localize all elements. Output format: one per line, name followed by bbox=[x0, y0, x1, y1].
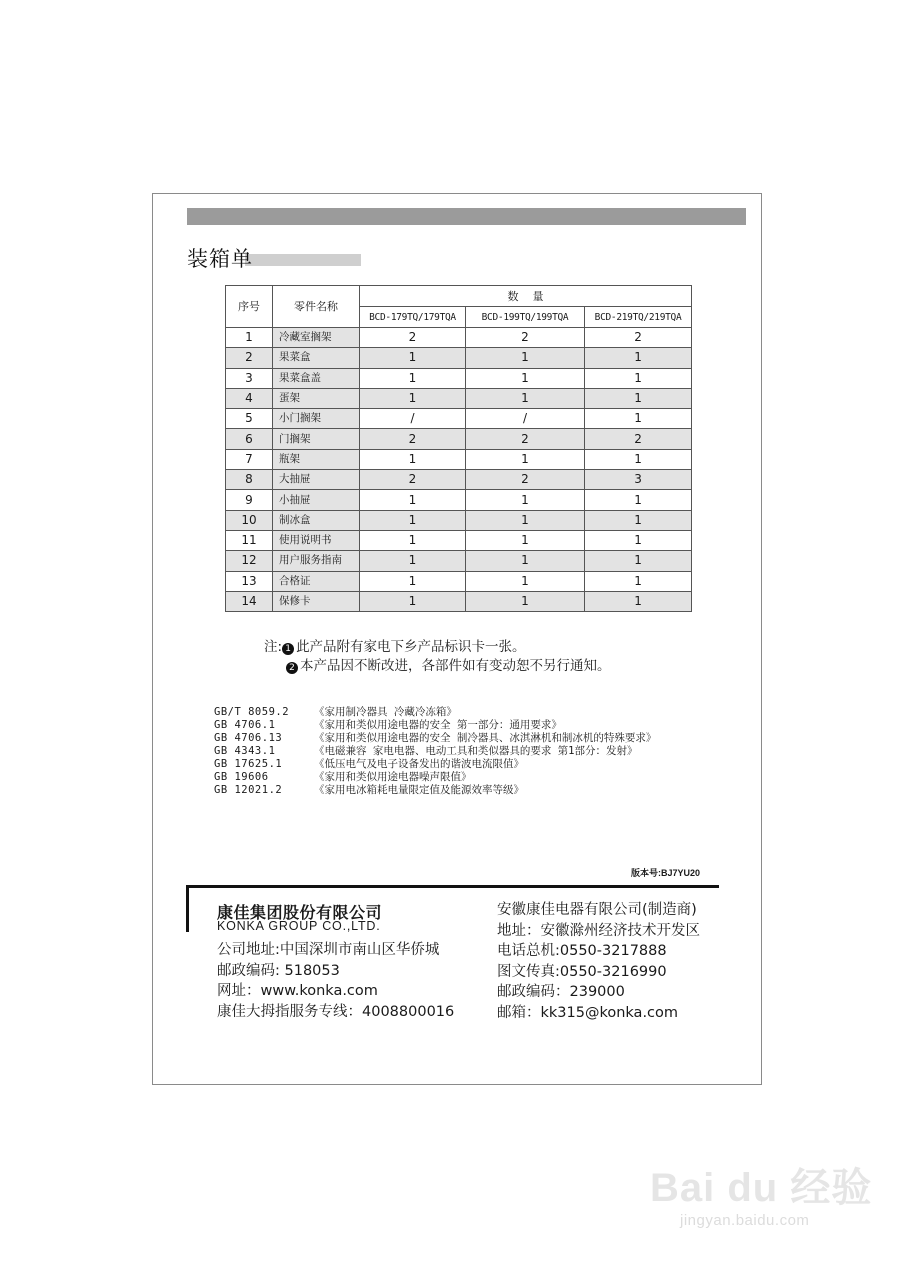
standard-description: 《家用电冰箱耗电量限定值及能源效率等级》 bbox=[314, 784, 524, 796]
qty-model-3: 1 bbox=[585, 530, 692, 550]
note-text-1: 此产品附有家电下乡产品标识卡一张。 bbox=[296, 639, 526, 655]
manufacturer-phone: 电话总机:0550-3217888 bbox=[497, 943, 667, 959]
part-name: 小抽屉 bbox=[273, 490, 360, 510]
qty-model-2: 1 bbox=[466, 551, 585, 571]
qty-model-3: 1 bbox=[585, 490, 692, 510]
standard-item bbox=[214, 706, 656, 719]
qty-model-3: 1 bbox=[585, 551, 692, 571]
standard-item bbox=[214, 745, 656, 758]
notes-block bbox=[264, 638, 611, 676]
title-underline-bar bbox=[245, 254, 361, 266]
standard-description: 《家用制冷器具 冷藏冷冻箱》 bbox=[314, 706, 457, 718]
part-name: 用户服务指南 bbox=[273, 551, 360, 571]
part-name: 大抽屉 bbox=[273, 470, 360, 490]
standard-code: GB 4706.13 bbox=[214, 732, 283, 744]
qty-model-2: / bbox=[466, 409, 585, 429]
part-name: 果菜盒 bbox=[273, 348, 360, 368]
header-model-3: BCD-219TQ/219TQA bbox=[585, 307, 692, 328]
standard-description: 《家用和类似用途电器噪声限值》 bbox=[314, 771, 472, 783]
footer-corner-line bbox=[186, 885, 189, 932]
qty-model-2: 1 bbox=[466, 510, 585, 530]
table-row bbox=[226, 429, 692, 449]
standard-description: 《电磁兼容 家电电器、电动工具和类似器具的要求 第1部分：发射》 bbox=[314, 745, 638, 757]
qty-model-2: 1 bbox=[466, 348, 585, 368]
part-name: 保修卡 bbox=[273, 591, 360, 611]
row-number: 13 bbox=[226, 571, 273, 591]
qty-model-1: 1 bbox=[360, 591, 466, 611]
note-line-2 bbox=[264, 657, 611, 676]
notes-prefix: 注: bbox=[264, 639, 283, 655]
standard-item bbox=[214, 771, 656, 784]
header-model-2: BCD-199TQ/199TQA bbox=[466, 307, 585, 328]
standards-list bbox=[214, 706, 656, 797]
part-name: 小门搁架 bbox=[273, 409, 360, 429]
part-name: 制冰盒 bbox=[273, 510, 360, 530]
qty-model-1: 1 bbox=[360, 510, 466, 530]
manufacturer-address: 地址：安徽滁州经济技术开发区 bbox=[497, 922, 700, 939]
note-bullet-2: 2 bbox=[286, 662, 298, 674]
qty-model-1: 2 bbox=[360, 470, 466, 490]
qty-model-2: 1 bbox=[466, 591, 585, 611]
manufacturer-fax: 图文传真:0550-3216990 bbox=[497, 963, 667, 980]
standard-code: GB/T 8059.2 bbox=[214, 706, 290, 718]
footer-divider bbox=[186, 885, 719, 888]
row-number: 10 bbox=[226, 510, 273, 530]
qty-model-1: 1 bbox=[360, 571, 466, 591]
qty-model-2: 2 bbox=[466, 470, 585, 490]
part-name: 冷藏室搁架 bbox=[273, 328, 360, 348]
table-row bbox=[226, 328, 692, 348]
table-row bbox=[226, 510, 692, 530]
row-number: 3 bbox=[226, 368, 273, 388]
qty-model-2: 1 bbox=[466, 388, 585, 408]
row-number: 11 bbox=[226, 530, 273, 550]
qty-model-1: 1 bbox=[360, 490, 466, 510]
website: 网址：www.konka.com bbox=[217, 983, 378, 999]
table-row bbox=[226, 571, 692, 591]
part-name: 果菜盒盖 bbox=[273, 368, 360, 388]
company-name-en: KONKA GROUP CO.,LTD. bbox=[217, 919, 381, 933]
standard-code: GB 12021.2 bbox=[214, 784, 283, 796]
part-name: 门搁架 bbox=[273, 429, 360, 449]
hq-postcode: 邮政编码: 518053 bbox=[217, 962, 340, 979]
qty-model-1: 1 bbox=[360, 551, 466, 571]
row-number: 8 bbox=[226, 470, 273, 490]
service-hotline: 康佳大拇指服务专线：4008800016 bbox=[217, 1003, 455, 1020]
table-row bbox=[226, 368, 692, 388]
watermark-url: jingyan.baidu.com bbox=[680, 1212, 810, 1229]
table-row bbox=[226, 348, 692, 368]
table-row bbox=[226, 470, 692, 490]
qty-model-1: 1 bbox=[360, 388, 466, 408]
qty-model-2: 1 bbox=[466, 368, 585, 388]
part-name: 合格证 bbox=[273, 571, 360, 591]
qty-model-3: 3 bbox=[585, 470, 692, 490]
part-name: 瓶架 bbox=[273, 449, 360, 469]
manufacturer-postcode: 邮政编码：239000 bbox=[497, 984, 625, 1000]
qty-model-1: / bbox=[360, 409, 466, 429]
qty-model-3: 1 bbox=[585, 591, 692, 611]
qty-model-2: 2 bbox=[466, 429, 585, 449]
row-number: 5 bbox=[226, 409, 273, 429]
standard-code: GB 4343.1 bbox=[214, 745, 276, 757]
table-row bbox=[226, 409, 692, 429]
header-quantity: 数量 bbox=[360, 286, 692, 307]
note-text-2: 本产品因不断改进，各部件如有变动恕不另行通知。 bbox=[300, 658, 611, 674]
manufacturer-email: 邮箱：kk315@konka.com bbox=[497, 1004, 679, 1021]
part-name: 蛋架 bbox=[273, 388, 360, 408]
standard-code: GB 19606 bbox=[214, 771, 269, 783]
qty-model-2: 1 bbox=[466, 571, 585, 591]
packing-list-table bbox=[225, 285, 692, 612]
row-number: 14 bbox=[226, 591, 273, 611]
standard-description: 《家用和类似用途电器的安全 制冷器具、冰淇淋机和制冰机的特殊要求》 bbox=[314, 732, 657, 744]
row-number: 4 bbox=[226, 388, 273, 408]
table-row bbox=[226, 449, 692, 469]
qty-model-3: 1 bbox=[585, 348, 692, 368]
standard-code: GB 17625.1 bbox=[214, 758, 283, 770]
header-no: 序号 bbox=[226, 286, 273, 328]
header-bar bbox=[187, 208, 746, 225]
standard-item bbox=[214, 732, 656, 745]
standard-description: 《家用和类似用途电器的安全 第一部分：通用要求》 bbox=[314, 719, 562, 731]
company-contact-left bbox=[217, 940, 454, 1022]
row-number: 6 bbox=[226, 429, 273, 449]
standard-item bbox=[214, 784, 656, 797]
qty-model-1: 2 bbox=[360, 429, 466, 449]
standard-item bbox=[214, 758, 656, 771]
hq-address: 公司地址:中国深圳市南山区华侨城 bbox=[217, 942, 440, 958]
qty-model-2: 2 bbox=[466, 328, 585, 348]
manufacturer-name: 安徽康佳电器有限公司(制造商) bbox=[497, 902, 697, 918]
qty-model-2: 1 bbox=[466, 449, 585, 469]
baidu-jingyan-watermark bbox=[650, 1150, 880, 1250]
version-number: 版本号:BJ7YU20 bbox=[631, 868, 701, 878]
qty-model-1: 2 bbox=[360, 328, 466, 348]
qty-model-1: 1 bbox=[360, 348, 466, 368]
qty-model-2: 1 bbox=[466, 530, 585, 550]
qty-model-3: 1 bbox=[585, 388, 692, 408]
row-number: 2 bbox=[226, 348, 273, 368]
table-body bbox=[226, 328, 692, 612]
row-number: 12 bbox=[226, 551, 273, 571]
table-row bbox=[226, 490, 692, 510]
title-block bbox=[187, 243, 253, 273]
qty-model-3: 2 bbox=[585, 328, 692, 348]
watermark-logo-text: Bai du 经验 bbox=[650, 1166, 873, 1210]
qty-model-3: 2 bbox=[585, 429, 692, 449]
qty-model-1: 1 bbox=[360, 368, 466, 388]
standard-code: GB 4706.1 bbox=[214, 719, 276, 731]
manufacturer-contact-right bbox=[497, 900, 700, 1023]
part-name: 使用说明书 bbox=[273, 530, 360, 550]
note-line-1 bbox=[264, 638, 611, 657]
page-title: 装箱单 bbox=[187, 247, 253, 271]
qty-model-3: 1 bbox=[585, 510, 692, 530]
row-number: 1 bbox=[226, 328, 273, 348]
qty-model-1: 1 bbox=[360, 530, 466, 550]
company-name-cn: 康佳集团股份有限公司 bbox=[217, 903, 383, 922]
qty-model-3: 1 bbox=[585, 571, 692, 591]
header-name: 零件名称 bbox=[273, 286, 360, 328]
standard-description: 《低压电气及电子设备发出的谐波电流限值》 bbox=[314, 758, 524, 770]
qty-model-3: 1 bbox=[585, 409, 692, 429]
table-row bbox=[226, 591, 692, 611]
note-bullet-1: 1 bbox=[282, 643, 294, 655]
qty-model-3: 1 bbox=[585, 368, 692, 388]
row-number: 7 bbox=[226, 449, 273, 469]
table-row bbox=[226, 388, 692, 408]
standard-item bbox=[214, 719, 656, 732]
qty-model-3: 1 bbox=[585, 449, 692, 469]
header-model-1: BCD-179TQ/179TQA bbox=[360, 307, 466, 328]
qty-model-2: 1 bbox=[466, 490, 585, 510]
table-row bbox=[226, 551, 692, 571]
row-number: 9 bbox=[226, 490, 273, 510]
table-row bbox=[226, 530, 692, 550]
qty-model-1: 1 bbox=[360, 449, 466, 469]
